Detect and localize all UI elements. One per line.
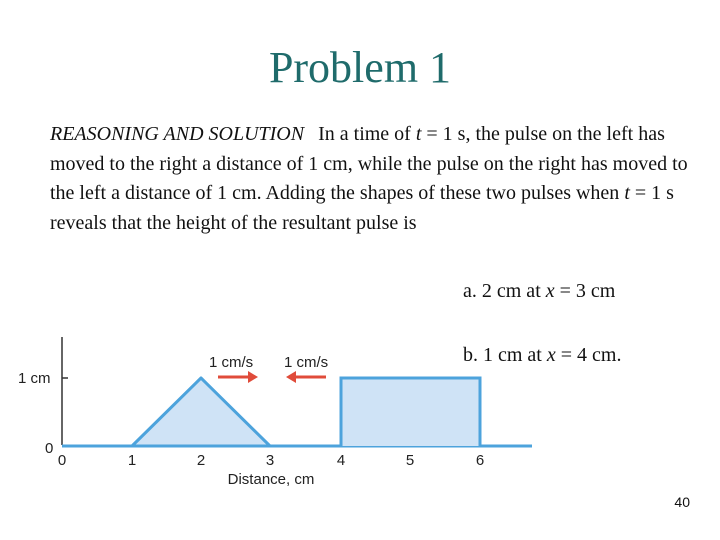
y-label-1cm: 1 cm xyxy=(18,370,51,387)
x-tick-1: 1 xyxy=(127,452,137,469)
x-tick-6: 6 xyxy=(475,452,485,469)
reasoning-lead: REASONING AND SOLUTION xyxy=(50,123,305,145)
x-tick-2: 2 xyxy=(196,452,206,469)
choice-b-prefix: b. 1 cm at xyxy=(463,344,547,366)
solution-paragraph xyxy=(50,120,690,238)
choice-a-var: x xyxy=(545,280,555,302)
para-text-1: In a time of xyxy=(318,123,416,145)
x-tick-4: 4 xyxy=(336,452,346,469)
y-label-0: 0 xyxy=(45,440,54,457)
x-axis-label: Distance, cm xyxy=(227,471,315,488)
left-pulse-speed: 1 cm/s xyxy=(209,354,254,371)
choice-a xyxy=(463,278,615,304)
right-arrow xyxy=(218,371,258,383)
choice-a-suffix: = 3 cm xyxy=(554,280,616,302)
var-t-2: t xyxy=(624,182,630,204)
triangle-pulse xyxy=(132,378,270,446)
choice-b-var: x xyxy=(546,344,556,366)
pulse-figure xyxy=(0,325,560,495)
square-pulse xyxy=(341,378,480,446)
right-pulse-speed: 1 cm/s xyxy=(284,354,329,371)
choice-a-prefix: a. 2 cm at xyxy=(463,280,546,302)
page-number: 40 xyxy=(674,494,690,510)
para-text-3: = 1 s reveals that the height of the resultant pulse is xyxy=(50,182,674,234)
left-arrow xyxy=(286,371,326,383)
slide-title: Problem 1 xyxy=(268,43,452,92)
x-tick-5: 5 xyxy=(405,452,415,469)
x-tick-3: 3 xyxy=(265,452,275,469)
para-text-2: = 1 s, the pulse on the left has moved to the right a distance of 1 cm, while the pulse on the right has moved to the left a distance of 1 cm. Adding the shapes of these two pulses when xyxy=(50,123,688,204)
var-t-1: t xyxy=(415,123,422,145)
choice-b-suffix: = 4 cm. xyxy=(555,344,622,366)
x-tick-0: 0 xyxy=(57,452,67,469)
